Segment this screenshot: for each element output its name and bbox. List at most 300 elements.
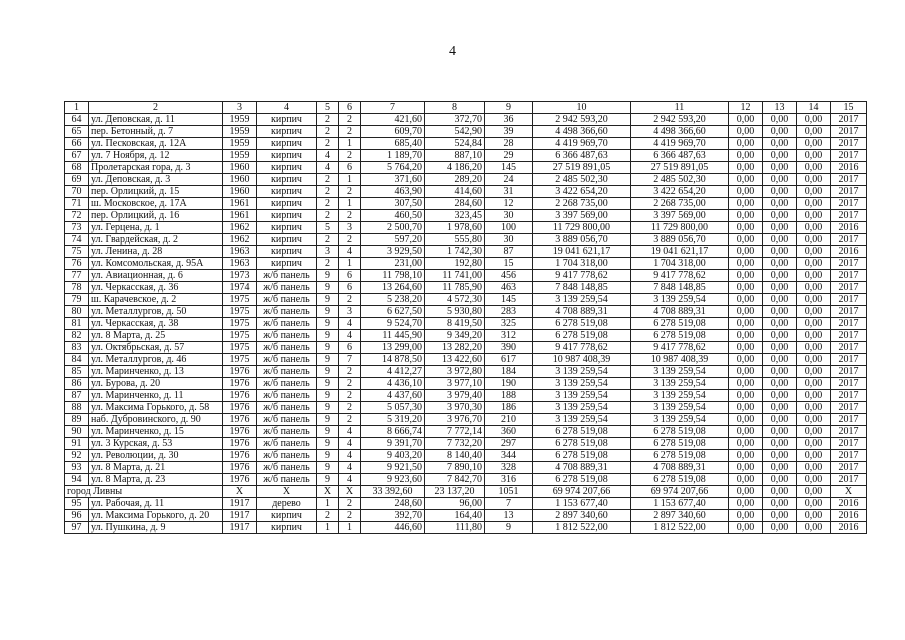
- total-area-cell: 11 798,10: [361, 270, 425, 282]
- floors-cell: 9: [317, 366, 339, 378]
- residents-cell: 283: [485, 306, 533, 318]
- cost-budget-local-cell: 0,00: [763, 498, 797, 510]
- address-cell: ул. Деповская, д. 3: [89, 174, 223, 186]
- floors-cell: 9: [317, 378, 339, 390]
- cost-fund-cell: 3 139 259,54: [631, 294, 729, 306]
- cost-other-cell: 0,00: [797, 342, 831, 354]
- cost-budget-regional-cell: 0,00: [729, 270, 763, 282]
- total-area-cell: 2 500,70: [361, 222, 425, 234]
- year-built-cell: 1976: [223, 474, 257, 486]
- cost-budget-local-cell: 0,00: [763, 138, 797, 150]
- cost-fund-cell: 9 417 778,62: [631, 270, 729, 282]
- entrances-cell: 2: [339, 126, 361, 138]
- living-area-cell: 3 979,40: [425, 390, 485, 402]
- year-built-cell: 1962: [223, 222, 257, 234]
- row-number-cell: 67: [65, 150, 89, 162]
- total-cost-cell: 3 422 654,20: [533, 186, 631, 198]
- table-row: [65, 522, 867, 534]
- floors-cell: 9: [317, 474, 339, 486]
- table-row: [65, 366, 867, 378]
- row-number-cell: 86: [65, 378, 89, 390]
- address-cell: ул. Бурова, д. 20: [89, 378, 223, 390]
- entrances-cell: 6: [339, 162, 361, 174]
- cost-budget-local-cell: 0,00: [763, 330, 797, 342]
- cost-other-cell: 0,00: [797, 426, 831, 438]
- cost-fund-cell: 3 139 259,54: [631, 414, 729, 426]
- entrances-cell: 3: [339, 306, 361, 318]
- total-cost-cell: 3 139 259,54: [533, 294, 631, 306]
- total-cost-cell: 9 417 778,62: [533, 342, 631, 354]
- total-cost-cell: 7 848 148,85: [533, 282, 631, 294]
- year-built-cell: 1976: [223, 390, 257, 402]
- cost-fund-cell: 2 942 593,20: [631, 114, 729, 126]
- floors-cell: 5: [317, 222, 339, 234]
- floors-cell: 2: [317, 174, 339, 186]
- entrances-cell: 2: [339, 210, 361, 222]
- cost-budget-local-cell: 0,00: [763, 294, 797, 306]
- entrances-cell: 6: [339, 342, 361, 354]
- cost-budget-local-cell: 0,00: [763, 258, 797, 270]
- column-number: 7: [361, 102, 425, 114]
- total-area-cell: 231,00: [361, 258, 425, 270]
- table-row: [65, 222, 867, 234]
- plan-year-cell: 2017: [831, 234, 867, 246]
- living-area-cell: 7 842,70: [425, 474, 485, 486]
- entrances-cell: 7: [339, 354, 361, 366]
- row-number-cell: 69: [65, 174, 89, 186]
- cost-fund-cell: 6 278 519,08: [631, 426, 729, 438]
- cost-budget-local-cell: 0,00: [763, 162, 797, 174]
- entrances-cell: 2: [339, 114, 361, 126]
- floors-cell: 2: [317, 258, 339, 270]
- wall-material-cell: ж/б панель: [257, 390, 317, 402]
- housing-register-table: [64, 101, 867, 534]
- cost-other-cell: 0,00: [797, 282, 831, 294]
- wall-material-cell: кирпич: [257, 510, 317, 522]
- cost-fund-cell: 1 812 522,00: [631, 522, 729, 534]
- entrances-cell: 1: [339, 198, 361, 210]
- cost-fund-cell: 3 139 259,54: [631, 366, 729, 378]
- table-row: [65, 354, 867, 366]
- wall-material-cell: кирпич: [257, 210, 317, 222]
- table-row: [65, 270, 867, 282]
- address-cell: ул. Октябрьская, д. 57: [89, 342, 223, 354]
- living-area-cell: 111,80: [425, 522, 485, 534]
- cost-budget-local-cell: 0,00: [763, 246, 797, 258]
- year-built-cell: 1975: [223, 354, 257, 366]
- cost-other-cell: 0,00: [797, 186, 831, 198]
- residents-cell: 12: [485, 198, 533, 210]
- column-number: 11: [631, 102, 729, 114]
- cost-fund-cell: 4 708 889,31: [631, 306, 729, 318]
- year-built-cell: 1960: [223, 174, 257, 186]
- floors-cell: 9: [317, 462, 339, 474]
- entrances-cell: 1: [339, 138, 361, 150]
- entrances-cell: 4: [339, 246, 361, 258]
- living-area-cell: 7 890,10: [425, 462, 485, 474]
- table-row: [65, 294, 867, 306]
- address-cell: ул. Песковская, д. 12А: [89, 138, 223, 150]
- row-number-cell: 82: [65, 330, 89, 342]
- wall-material-cell: кирпич: [257, 522, 317, 534]
- cost-budget-regional-cell: 0,00: [729, 114, 763, 126]
- address-cell: ул. Максима Горького, д. 20: [89, 510, 223, 522]
- wall-material-cell: ж/б панель: [257, 402, 317, 414]
- plan-year-cell: 2017: [831, 330, 867, 342]
- table-row: [65, 162, 867, 174]
- column-number: 8: [425, 102, 485, 114]
- residents-cell: 145: [485, 294, 533, 306]
- wall-material-cell: кирпич: [257, 258, 317, 270]
- total-cost-cell: 6 278 519,08: [533, 330, 631, 342]
- cost-budget-local-cell: 0,00: [763, 510, 797, 522]
- floors-cell: 2: [317, 234, 339, 246]
- wall-material-cell: кирпич: [257, 234, 317, 246]
- table-row: [65, 402, 867, 414]
- total-cost-cell: 4 419 969,70: [533, 138, 631, 150]
- cost-budget-local-cell: 0,00: [763, 462, 797, 474]
- residents-cell: 100: [485, 222, 533, 234]
- cost-other-cell: 0,00: [797, 270, 831, 282]
- table-row: [65, 186, 867, 198]
- plan-year-cell: 2017: [831, 258, 867, 270]
- total-area-cell: 13 299,00: [361, 342, 425, 354]
- entrances-cell: 6: [339, 282, 361, 294]
- cost-fund-cell: 1 153 677,40: [631, 498, 729, 510]
- floors-cell: 9: [317, 354, 339, 366]
- cost-budget-regional-cell: 0,00: [729, 474, 763, 486]
- wall-material-cell: ж/б панель: [257, 294, 317, 306]
- total-cost-cell: 2 268 735,00: [533, 198, 631, 210]
- cost-budget-local-cell: 0,00: [763, 174, 797, 186]
- cost-fund-cell: 4 708 889,31: [631, 462, 729, 474]
- subtotal-cell: X: [223, 486, 257, 498]
- wall-material-cell: кирпич: [257, 186, 317, 198]
- address-cell: ул. 8 Марта, д. 21: [89, 462, 223, 474]
- table-row: [65, 318, 867, 330]
- cost-budget-local-cell: 0,00: [763, 366, 797, 378]
- cost-fund-cell: 3 139 259,54: [631, 402, 729, 414]
- cost-budget-local-cell: 0,00: [763, 474, 797, 486]
- year-built-cell: 1975: [223, 306, 257, 318]
- year-built-cell: 1917: [223, 510, 257, 522]
- total-area-cell: 9 391,70: [361, 438, 425, 450]
- cost-other-cell: 0,00: [797, 306, 831, 318]
- living-area-cell: 164,40: [425, 510, 485, 522]
- row-number-cell: 87: [65, 390, 89, 402]
- entrances-cell: 2: [339, 378, 361, 390]
- row-number-cell: 81: [65, 318, 89, 330]
- cost-budget-regional-cell: 0,00: [729, 198, 763, 210]
- subtotal-cell: X: [339, 486, 361, 498]
- cost-fund-cell: 6 278 519,08: [631, 330, 729, 342]
- table-row: [65, 330, 867, 342]
- column-number: 2: [89, 102, 223, 114]
- total-cost-cell: 9 417 778,62: [533, 270, 631, 282]
- cost-other-cell: 0,00: [797, 450, 831, 462]
- cost-budget-regional-cell: 0,00: [729, 234, 763, 246]
- entrances-cell: 2: [339, 498, 361, 510]
- address-cell: ш. Московское, д. 17А: [89, 198, 223, 210]
- cost-budget-regional-cell: 0,00: [729, 450, 763, 462]
- cost-fund-cell: 3 397 569,00: [631, 210, 729, 222]
- wall-material-cell: ж/б панель: [257, 366, 317, 378]
- year-built-cell: 1960: [223, 186, 257, 198]
- total-area-cell: 5 238,20: [361, 294, 425, 306]
- cost-other-cell: 0,00: [797, 246, 831, 258]
- total-cost-cell: 3 139 259,54: [533, 390, 631, 402]
- floors-cell: 2: [317, 186, 339, 198]
- cost-budget-local-cell: 0,00: [763, 402, 797, 414]
- cost-other-cell: 0,00: [797, 258, 831, 270]
- entrances-cell: 2: [339, 366, 361, 378]
- address-cell: ул. Авиационная, д. 6: [89, 270, 223, 282]
- residents-cell: 188: [485, 390, 533, 402]
- cost-budget-regional-cell: 0,00: [729, 522, 763, 534]
- plan-year-cell: 2017: [831, 402, 867, 414]
- plan-year-cell: 2017: [831, 450, 867, 462]
- cost-other-cell: 0,00: [797, 510, 831, 522]
- address-cell: Пролетарская гора, д. 3: [89, 162, 223, 174]
- cost-budget-local-cell: 0,00: [763, 522, 797, 534]
- address-cell: пер. Орлицкий, д. 16: [89, 210, 223, 222]
- cost-budget-local-cell: 0,00: [763, 222, 797, 234]
- cost-fund-cell: 4 419 969,70: [631, 138, 729, 150]
- entrances-cell: 1: [339, 174, 361, 186]
- year-built-cell: 1973: [223, 270, 257, 282]
- row-number-cell: 64: [65, 114, 89, 126]
- residents-cell: 15: [485, 258, 533, 270]
- column-number: 9: [485, 102, 533, 114]
- total-area-cell: 5 057,30: [361, 402, 425, 414]
- row-number-cell: 93: [65, 462, 89, 474]
- plan-year-cell: 2017: [831, 342, 867, 354]
- table-row: [65, 126, 867, 138]
- subtotal-cell: 0,00: [763, 486, 797, 498]
- floors-cell: 3: [317, 246, 339, 258]
- cost-other-cell: 0,00: [797, 402, 831, 414]
- living-area-cell: 1 978,60: [425, 222, 485, 234]
- row-number-cell: 76: [65, 258, 89, 270]
- year-built-cell: 1917: [223, 522, 257, 534]
- entrances-cell: 2: [339, 294, 361, 306]
- total-area-cell: 685,40: [361, 138, 425, 150]
- row-number-cell: 91: [65, 438, 89, 450]
- cost-other-cell: 0,00: [797, 198, 831, 210]
- row-number-cell: 73: [65, 222, 89, 234]
- column-number: 13: [763, 102, 797, 114]
- total-area-cell: 463,90: [361, 186, 425, 198]
- wall-material-cell: ж/б панель: [257, 282, 317, 294]
- entrances-cell: 4: [339, 474, 361, 486]
- entrances-cell: 2: [339, 510, 361, 522]
- plan-year-cell: 2017: [831, 318, 867, 330]
- living-area-cell: 13 282,20: [425, 342, 485, 354]
- cost-budget-local-cell: 0,00: [763, 438, 797, 450]
- plan-year-cell: 2017: [831, 462, 867, 474]
- cost-budget-regional-cell: 0,00: [729, 426, 763, 438]
- floors-cell: 9: [317, 270, 339, 282]
- table-row: [65, 198, 867, 210]
- total-cost-cell: 2 485 502,30: [533, 174, 631, 186]
- entrances-cell: 2: [339, 390, 361, 402]
- subtotal-cell: X: [257, 486, 317, 498]
- year-built-cell: 1976: [223, 426, 257, 438]
- cost-budget-regional-cell: 0,00: [729, 390, 763, 402]
- living-area-cell: 555,80: [425, 234, 485, 246]
- cost-fund-cell: 19 041 621,17: [631, 246, 729, 258]
- subtotal-cell: 69 974 207,66: [631, 486, 729, 498]
- cost-budget-regional-cell: 0,00: [729, 138, 763, 150]
- wall-material-cell: ж/б панель: [257, 330, 317, 342]
- cost-other-cell: 0,00: [797, 462, 831, 474]
- total-cost-cell: 6 278 519,08: [533, 450, 631, 462]
- wall-material-cell: ж/б панель: [257, 462, 317, 474]
- cost-fund-cell: 6 366 487,63: [631, 150, 729, 162]
- address-cell: ул. Маринченко, д. 15: [89, 426, 223, 438]
- year-built-cell: 1963: [223, 246, 257, 258]
- residents-cell: 30: [485, 210, 533, 222]
- plan-year-cell: 2017: [831, 174, 867, 186]
- cost-budget-regional-cell: 0,00: [729, 498, 763, 510]
- row-number-cell: 88: [65, 402, 89, 414]
- table-row: [65, 438, 867, 450]
- cost-budget-regional-cell: 0,00: [729, 174, 763, 186]
- cost-budget-regional-cell: 0,00: [729, 330, 763, 342]
- subtotal-cell: 0,00: [729, 486, 763, 498]
- address-cell: ул. Маринченко, д. 11: [89, 390, 223, 402]
- plan-year-cell: 2017: [831, 306, 867, 318]
- cost-budget-regional-cell: 0,00: [729, 222, 763, 234]
- address-cell: ул. 8 Марта, д. 25: [89, 330, 223, 342]
- row-number-cell: 96: [65, 510, 89, 522]
- total-cost-cell: 3 139 259,54: [533, 402, 631, 414]
- wall-material-cell: ж/б панель: [257, 438, 317, 450]
- address-cell: ш. Карачевское, д. 2: [89, 294, 223, 306]
- address-cell: ул. 8 Марта, д. 23: [89, 474, 223, 486]
- cost-other-cell: 0,00: [797, 294, 831, 306]
- wall-material-cell: ж/б панель: [257, 354, 317, 366]
- cost-other-cell: 0,00: [797, 414, 831, 426]
- wall-material-cell: ж/б панель: [257, 306, 317, 318]
- total-cost-cell: 2 897 340,60: [533, 510, 631, 522]
- floors-cell: 1: [317, 522, 339, 534]
- address-cell: ул. Черкасская, д. 36: [89, 282, 223, 294]
- residents-cell: 617: [485, 354, 533, 366]
- cost-fund-cell: 3 889 056,70: [631, 234, 729, 246]
- wall-material-cell: дерево: [257, 498, 317, 510]
- floors-cell: 2: [317, 510, 339, 522]
- table-body: [65, 102, 867, 534]
- cost-budget-regional-cell: 0,00: [729, 354, 763, 366]
- total-area-cell: 609,70: [361, 126, 425, 138]
- cost-budget-regional-cell: 0,00: [729, 162, 763, 174]
- residents-cell: 344: [485, 450, 533, 462]
- cost-budget-regional-cell: 0,00: [729, 258, 763, 270]
- subtotal-cell: 23 137,20: [425, 486, 485, 498]
- subtotal-cell: X: [831, 486, 867, 498]
- wall-material-cell: кирпич: [257, 222, 317, 234]
- address-cell: ул. Гвардейская, д. 2: [89, 234, 223, 246]
- row-number-cell: 68: [65, 162, 89, 174]
- cost-fund-cell: 10 987 408,39: [631, 354, 729, 366]
- table-row: [65, 234, 867, 246]
- floors-cell: 9: [317, 438, 339, 450]
- cost-fund-cell: 1 704 318,00: [631, 258, 729, 270]
- total-area-cell: 371,60: [361, 174, 425, 186]
- total-cost-cell: 3 139 259,54: [533, 414, 631, 426]
- table-row: [65, 210, 867, 222]
- residents-cell: 312: [485, 330, 533, 342]
- living-area-cell: 5 930,80: [425, 306, 485, 318]
- wall-material-cell: кирпич: [257, 246, 317, 258]
- total-cost-cell: 3 397 569,00: [533, 210, 631, 222]
- total-area-cell: 3 929,50: [361, 246, 425, 258]
- column-number: 15: [831, 102, 867, 114]
- total-cost-cell: 6 278 519,08: [533, 474, 631, 486]
- row-number-cell: 80: [65, 306, 89, 318]
- cost-fund-cell: 4 498 366,60: [631, 126, 729, 138]
- plan-year-cell: 2016: [831, 162, 867, 174]
- entrances-cell: 4: [339, 438, 361, 450]
- living-area-cell: 3 976,70: [425, 414, 485, 426]
- address-cell: ул. Герцена, д. 1: [89, 222, 223, 234]
- cost-budget-local-cell: 0,00: [763, 126, 797, 138]
- row-number-cell: 97: [65, 522, 89, 534]
- wall-material-cell: ж/б панель: [257, 426, 317, 438]
- cost-budget-regional-cell: 0,00: [729, 366, 763, 378]
- column-number: 14: [797, 102, 831, 114]
- floors-cell: 2: [317, 138, 339, 150]
- total-area-cell: 597,20: [361, 234, 425, 246]
- total-cost-cell: 1 153 677,40: [533, 498, 631, 510]
- residents-cell: 9: [485, 522, 533, 534]
- cost-budget-regional-cell: 0,00: [729, 150, 763, 162]
- year-built-cell: 1976: [223, 462, 257, 474]
- residents-cell: 190: [485, 378, 533, 390]
- living-area-cell: 3 970,30: [425, 402, 485, 414]
- floors-cell: 4: [317, 150, 339, 162]
- living-area-cell: 8 419,50: [425, 318, 485, 330]
- address-cell: ул. Рабочая, д. 11: [89, 498, 223, 510]
- cost-fund-cell: 27 519 891,05: [631, 162, 729, 174]
- address-cell: ул. Ленина, д. 28: [89, 246, 223, 258]
- wall-material-cell: ж/б панель: [257, 342, 317, 354]
- residents-cell: 31: [485, 186, 533, 198]
- cost-budget-regional-cell: 0,00: [729, 342, 763, 354]
- living-area-cell: 414,60: [425, 186, 485, 198]
- residents-cell: 13: [485, 510, 533, 522]
- wall-material-cell: кирпич: [257, 150, 317, 162]
- total-cost-cell: 4 708 889,31: [533, 306, 631, 318]
- total-cost-cell: 1 812 522,00: [533, 522, 631, 534]
- total-area-cell: 9 403,20: [361, 450, 425, 462]
- residents-cell: 145: [485, 162, 533, 174]
- floors-cell: 9: [317, 414, 339, 426]
- cost-other-cell: 0,00: [797, 330, 831, 342]
- row-number-cell: 94: [65, 474, 89, 486]
- cost-budget-local-cell: 0,00: [763, 150, 797, 162]
- cost-budget-local-cell: 0,00: [763, 414, 797, 426]
- living-area-cell: 96,00: [425, 498, 485, 510]
- cost-other-cell: 0,00: [797, 498, 831, 510]
- cost-budget-regional-cell: 0,00: [729, 402, 763, 414]
- cost-fund-cell: 3 422 654,20: [631, 186, 729, 198]
- entrances-cell: 2: [339, 402, 361, 414]
- page-number: 4: [449, 44, 456, 59]
- column-number: 6: [339, 102, 361, 114]
- plan-year-cell: 2016: [831, 522, 867, 534]
